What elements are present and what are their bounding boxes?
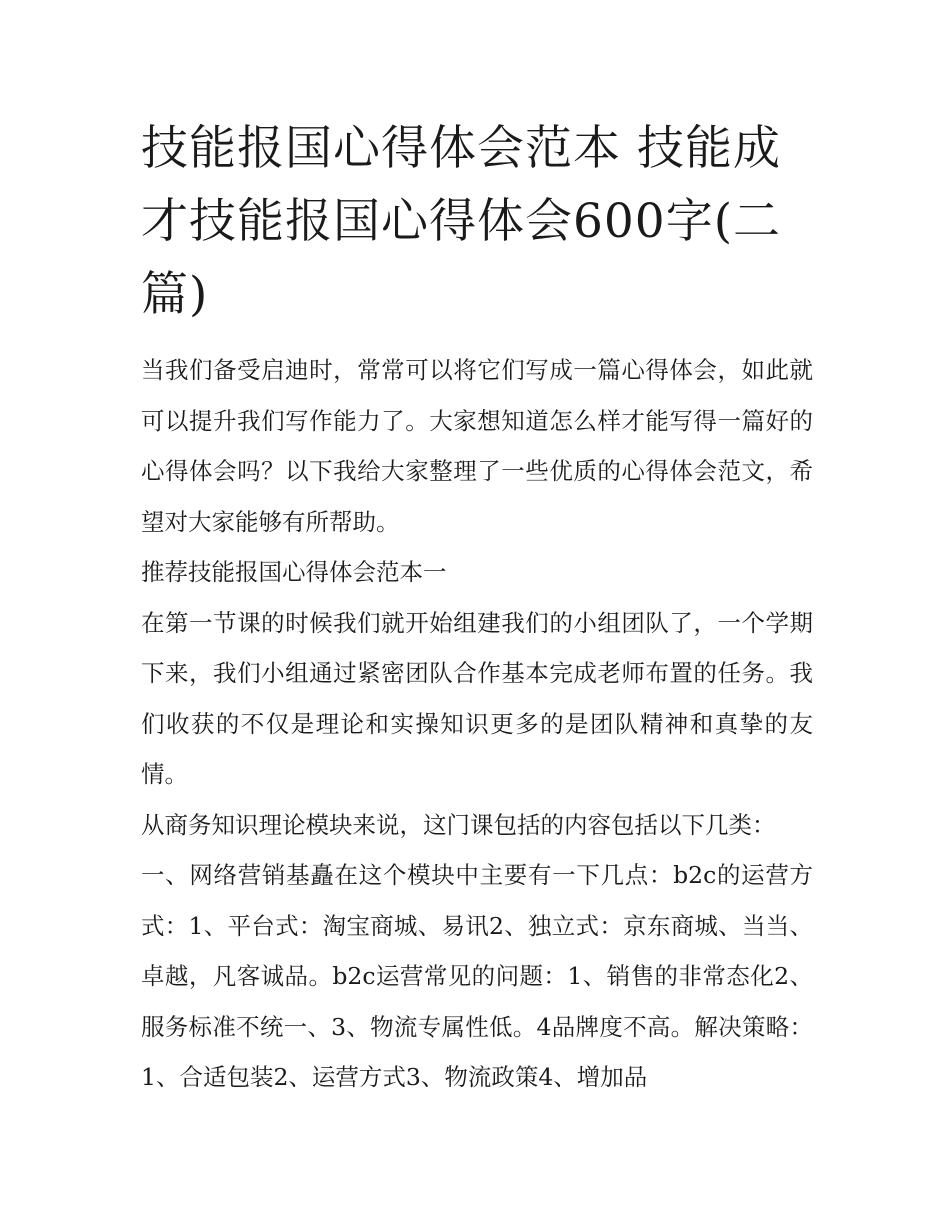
body-paragraph: 在第一节课的时候我们就开始组建我们的小组团队了，一个学期下来，我们小组通过紧密团队合作基本完成老师布置的任务。我们收获的不仅是理论和实操知识更多的是团队精神和真挚的友情。 bbox=[141, 608, 813, 788]
body-paragraph: 一、网络营销基矗在这个模块中主要有一下几点：b2c的运营方式：1、平台式：淘宝商城、易讯2、独立式：京东商城、当当、卓越，凡客诚品。b2c运营常见的问题：1、销售的非常态化2、服务标准不统一、3、物流专属性低。4品牌度不高。解决策略：1、合适包装2、运营方式3、物流政策4、增加品 bbox=[141, 861, 813, 1091]
document-page bbox=[141, 112, 813, 1103]
body-paragraph: 从商务知识理论模块来说，这门课包括的内容包括以下几类： bbox=[141, 810, 776, 839]
document-title: 技能报国心得体会范本 技能成才技能报国心得体会600字(二篇) bbox=[141, 121, 782, 322]
intro-paragraph: 当我们备受启迪时，常常可以将它们写成一篇心得体会，如此就可以提升我们写作能力了。大家想知道怎么样才能写得一篇好的心得体会吗？以下我给大家整理了一些优质的心得体会范文，希望对大家能够有所帮助。 bbox=[141, 356, 813, 536]
section-heading: 推荐技能报国心得体会范本一 bbox=[141, 558, 447, 586]
